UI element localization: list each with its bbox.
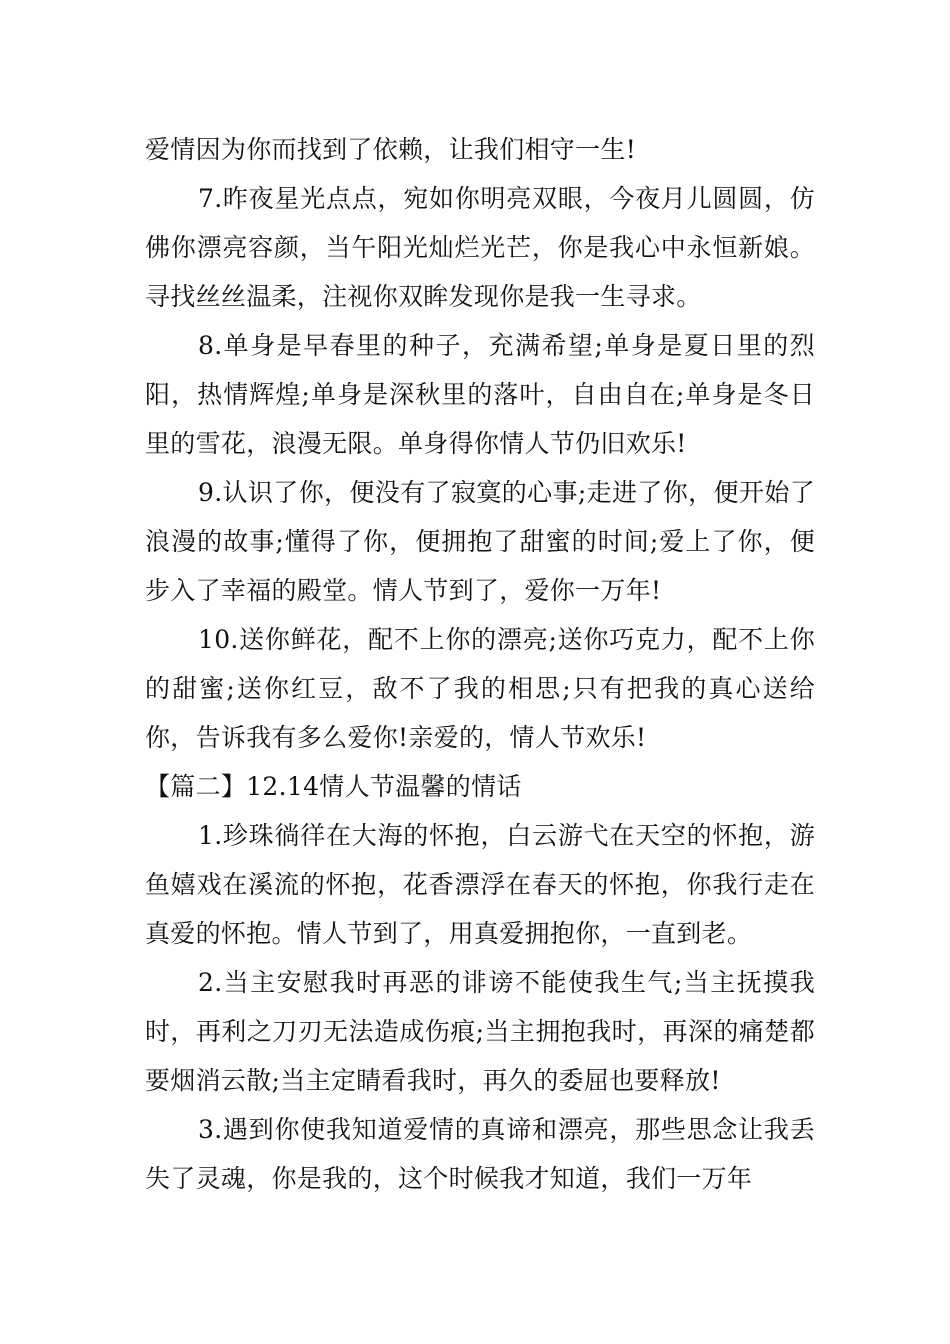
section-paragraph-item-3: 3.遇到你使我知道爱情的真谛和漂亮，那些思念让我丢失了灵魂，你是我的，这个时候我才知道，我们一万年 (145, 1115, 815, 1193)
paragraph-continuation: 爱情因为你而找到了依赖，让我们相守一生! (145, 135, 637, 164)
section-paragraph-item-2: 2.当主安慰我时再恶的诽谤不能使我生气;当主抚摸我时，再利之刀刃无法造成伤痕;当主拥抱我时，再深的痛楚都要烟消云散;当主定睛看我时，再久的委屈也要释放! (145, 968, 815, 1095)
paragraph-item-10: 10.送你鲜花，配不上你的漂亮;送你巧克力，配不上你的甜蜜;送你红豆，敌不了我的相思;只有把我的真心送给你，告诉我有多么爱你!亲爱的，情人节欢乐! (145, 625, 815, 752)
document-body (145, 125, 815, 1203)
paragraph-item-8: 8.单身是早春里的种子，充满希望;单身是夏日里的烈阳，热情辉煌;单身是深秋里的落叶，自由自在;单身是冬日里的雪花，浪漫无限。单身得你情人节仍旧欢乐! (145, 331, 815, 458)
section-heading: 【篇二】12.14情人节温馨的情话 (145, 772, 522, 801)
section-paragraph-item-1: 1.珍珠徜徉在大海的怀抱，白云游弋在天空的怀抱，游鱼嬉戏在溪流的怀抱，花香漂浮在春天的怀抱，你我行走在真爱的怀抱。情人节到了，用真爱拥抱你，一直到老。 (145, 821, 815, 948)
paragraph-item-7: 7.昨夜星光点点，宛如你明亮双眼，今夜月儿圆圆，仿佛你漂亮容颜，当午阳光灿烂光芒，你是我心中永恒新娘。寻找丝丝温柔，注视你双眸发现你是我一生寻求。 (145, 184, 815, 311)
paragraph-item-9: 9.认识了你，便没有了寂寞的心事;走进了你，便开始了浪漫的故事;懂得了你，便拥抱了甜蜜的时间;爱上了你，便步入了幸福的殿堂。情人节到了，爱你一万年! (145, 478, 815, 605)
